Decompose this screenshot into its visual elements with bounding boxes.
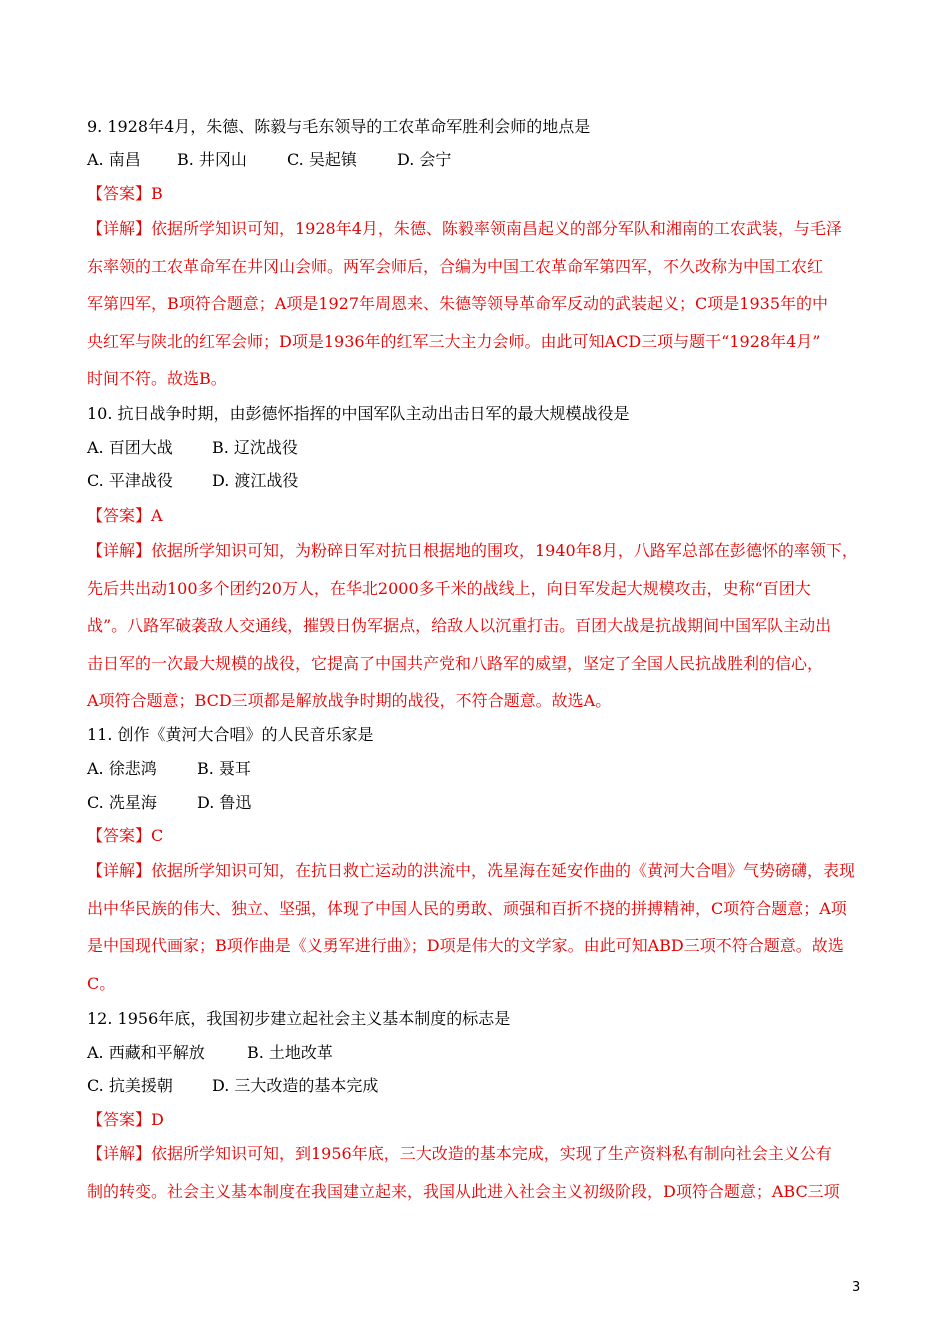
- detail-line: 军第四军，B项符合题意；A项是1927年周恩来、朱德等领导革命军反动的武装起义；C项是1935年的中: [87, 294, 828, 313]
- detail-line: 央红军与陕北的红军会师；D项是1936年的红军三大主力会师。由此可知ACD三项与题干“1928年4月”: [87, 331, 821, 351]
- detail-line: 【详解】依据所学知识可知，在抗日救亡运动的洪流中，冼星海在延安作曲的《黄河大合唱》气势磅礴，表现: [87, 861, 856, 880]
- detail-line: 【详解】依据所学知识可知，1928年4月，朱德、陈毅率领南昌起义的部分军队和湘南的工农武装，与毛泽: [87, 219, 842, 238]
- detail-line: 击日军的一次最大规模的战役，它提高了中国共产党和八路军的威望，坚定了全国人民抗战胜利的信心，: [87, 653, 824, 673]
- detail-line: 【详解】依据所学知识可知，为粉碎日军对抗日根据地的围攻，1940年8月，八路军总部在彭德怀的率领下，: [87, 541, 858, 560]
- option-b: B. 井冈山: [177, 150, 247, 169]
- option-c: C. 冼星海: [87, 793, 157, 812]
- option-a: A. 南昌: [87, 150, 141, 169]
- detail-line: A项符合题意；BCD三项都是解放战争时期的战役，不符合题意。故选A。: [87, 691, 612, 710]
- option-d: D. 会宁: [397, 150, 452, 169]
- option-c: C. 平津战役: [87, 471, 173, 490]
- question-11-answer: 【答案】C: [87, 826, 164, 845]
- detail-line: 战”。八路军破袭敌人交通线，摧毁日伪军据点，给敌人以沉重打击。百团大战是抗战期间中国军队主动出: [87, 616, 832, 635]
- question-12-detail: [87, 1135, 867, 1210]
- question-9-options: [87, 150, 867, 170]
- question-12-options-row-1: [87, 1043, 867, 1063]
- option-a: A. 西藏和平解放: [87, 1043, 205, 1062]
- option-a: A. 徐悲鸿: [87, 759, 157, 778]
- question-9-answer: 【答案】B: [87, 184, 163, 203]
- detail-line: 制的转变。社会主义基本制度在我国建立起来，我国从此进入社会主义初级阶段，D项符合题意；ABC三项: [87, 1181, 840, 1201]
- detail-line: 【详解】依据所学知识可知，到1956年底，三大改造的基本完成，实现了生产资料私有制向社会主义公有: [87, 1144, 832, 1163]
- option-b: B. 辽沈战役: [212, 438, 298, 457]
- question-10-stem: 10. 抗日战争时期，由彭德怀指挥的中国军队主动出击日军的最大规模战役是: [87, 404, 630, 423]
- question-9-stem: 9. 1928年4月，朱德、陈毅与毛东领导的工农革命军胜利会师的地点是: [87, 117, 591, 136]
- detail-line: 出中华民族的伟大、独立、坚强，体现了中国人民的勇敢、顽强和百折不挠的拼搏精神，C项符合题意；A项: [87, 898, 847, 918]
- question-10-detail: [87, 532, 867, 720]
- question-12-answer: 【答案】D: [87, 1110, 164, 1129]
- question-11-options-row-1: [87, 759, 867, 779]
- page-number: 3: [852, 1280, 861, 1295]
- option-b: B. 聂耳: [197, 759, 251, 778]
- detail-line: C。: [87, 973, 116, 993]
- option-c: C. 抗美援朝: [87, 1076, 173, 1095]
- detail-line: 东率领的工农革命军在井冈山会师。两军会师后，合编为中国工农革命军第四军，不久改称为中国工农红: [87, 256, 824, 276]
- option-b: B. 土地改革: [247, 1043, 333, 1062]
- question-10-answer: 【答案】A: [87, 506, 163, 525]
- question-10-options-row-1: [87, 438, 867, 458]
- question-12-options-row-2: [87, 1076, 867, 1096]
- question-12-stem: 12. 1956年底，我国初步建立起社会主义基本制度的标志是: [87, 1009, 511, 1028]
- question-11-detail: [87, 852, 867, 1002]
- question-11-options-row-2: [87, 793, 867, 813]
- option-d: D. 鲁迅: [197, 793, 252, 812]
- question-11-stem: 11. 创作《黄河大合唱》的人民音乐家是: [87, 725, 374, 744]
- option-c: C. 吴起镇: [287, 150, 357, 169]
- question-9-detail: [87, 210, 867, 398]
- detail-line: 是中国现代画家；B项作曲是《义勇军进行曲》；D项是伟大的文学家。由此可知ABD三项不符合题意。故选: [87, 936, 844, 955]
- detail-line: 时间不符。故选B。: [87, 369, 227, 388]
- option-a: A. 百团大战: [87, 438, 173, 457]
- option-d: D. 渡江战役: [212, 471, 299, 490]
- question-10-options-row-2: [87, 471, 867, 491]
- detail-line: 先后共出动100多个团约20万人，在华北2000多千米的战线上，向日军发起大规模攻击，史称“百团大: [87, 578, 811, 598]
- option-d: D. 三大改造的基本完成: [212, 1076, 379, 1095]
